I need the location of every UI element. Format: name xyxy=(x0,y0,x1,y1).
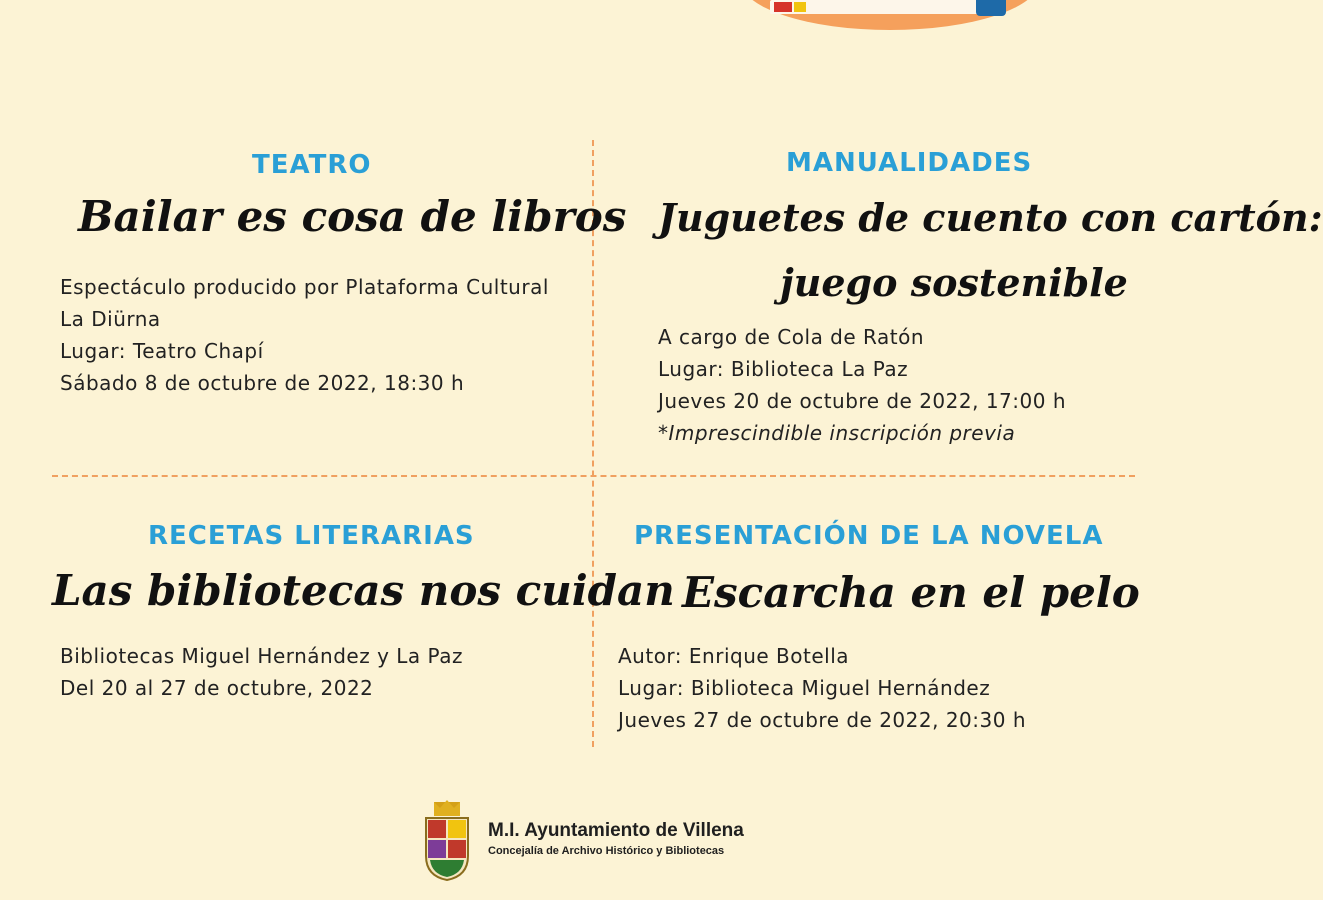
event-title: Bailar es cosa de libros xyxy=(78,192,627,241)
event-title-line2: juego sostenible xyxy=(780,260,1128,305)
event-title: Escarcha en el pelo xyxy=(682,568,1140,617)
event-detail-line: Lugar: Biblioteca Miguel Hernández xyxy=(618,676,991,700)
government-logo-icon xyxy=(774,2,792,12)
event-detail-line: Espectáculo producido por Plataforma Cultural xyxy=(60,275,549,299)
event-category: PRESENTACIÓN DE LA NOVELA xyxy=(634,521,1104,551)
event-title: Las bibliotecas nos cuidan xyxy=(52,566,675,615)
event-detail-line: Lugar: Teatro Chapí xyxy=(60,339,264,363)
event-detail-line: Del 20 al 27 de octubre, 2022 xyxy=(60,676,374,700)
coat-of-arms-icon xyxy=(420,800,474,882)
event-detail-line: Autor: Enrique Botella xyxy=(618,644,849,668)
event-detail-line: Sábado 8 de octubre de 2022, 18:30 h xyxy=(60,371,465,395)
event-details xyxy=(658,321,1066,449)
event-detail-line: La Diürna xyxy=(60,307,161,331)
event-category: TEATRO xyxy=(252,150,372,180)
sponsor-logos-banner xyxy=(740,0,1040,30)
event-detail-line: Jueves 20 de octubre de 2022, 17:00 h xyxy=(658,389,1066,413)
event-category: MANUALIDADES xyxy=(786,148,1033,178)
partner-logo-icon xyxy=(976,0,1006,16)
footer-subtitle: Concejalía de Archivo Histórico y Bibliotecas xyxy=(488,845,725,857)
event-detail-line: Lugar: Biblioteca La Paz xyxy=(658,357,909,381)
horizontal-divider xyxy=(52,475,1135,477)
event-note: *Imprescindible inscripción previa xyxy=(658,421,1016,445)
footer xyxy=(420,800,820,882)
flag-logo-icon xyxy=(794,2,806,12)
footer-title: M.I. Ayuntamiento de Villena xyxy=(488,820,744,841)
event-detail-line: Bibliotecas Miguel Hernández y La Paz xyxy=(60,644,463,668)
event-category: RECETAS LITERARIAS xyxy=(148,521,475,551)
event-details xyxy=(60,640,463,704)
event-detail-line: Jueves 27 de octubre de 2022, 20:30 h xyxy=(618,708,1026,732)
event-title-line1: Juguetes de cuento con cartón: xyxy=(658,195,1323,240)
event-detail-line: A cargo de Cola de Ratón xyxy=(658,325,925,349)
event-details xyxy=(618,640,1026,736)
event-details xyxy=(60,271,549,399)
